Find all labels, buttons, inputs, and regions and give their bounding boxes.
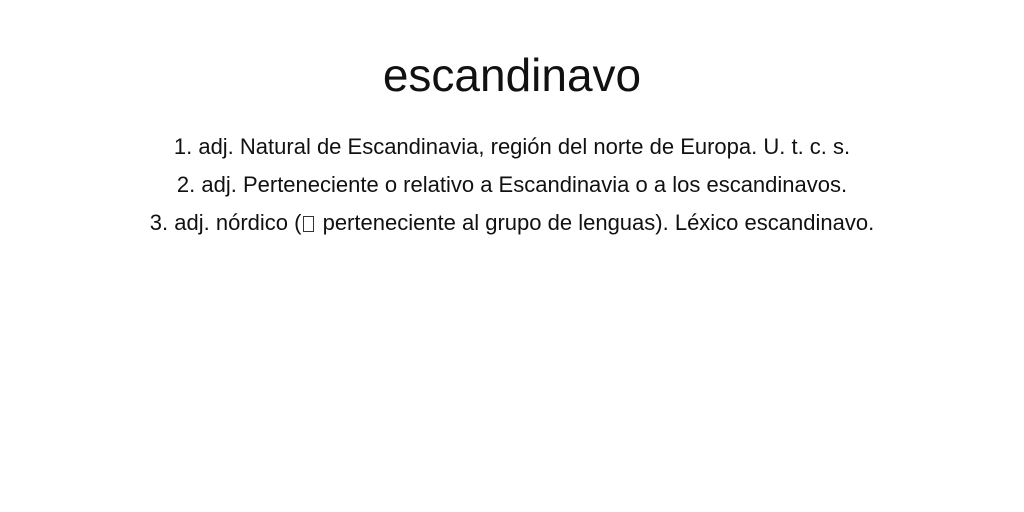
sense-item (0, 204, 1024, 242)
sense-number: 2. (176, 172, 196, 197)
sense-text-before: adj. nórdico ( (174, 210, 302, 235)
sense-list (0, 128, 1024, 242)
sense-number: 3. (149, 210, 169, 235)
sense-text: adj. Natural de Escandinavia, región del norte de Europa. U. t. c. s. (198, 134, 851, 159)
sense-item (0, 128, 1024, 166)
sense-number: 1. (173, 134, 193, 159)
entry-headword: escandinavo (382, 49, 642, 101)
sense-text-after: perteneciente al grupo de lenguas). Léxico escandinavo. (316, 210, 875, 235)
sense-text: adj. Perteneciente o relativo a Escandinavia o a los escandinavos. (201, 172, 848, 197)
missing-glyph-box-icon (303, 216, 314, 232)
sense-item (0, 166, 1024, 204)
